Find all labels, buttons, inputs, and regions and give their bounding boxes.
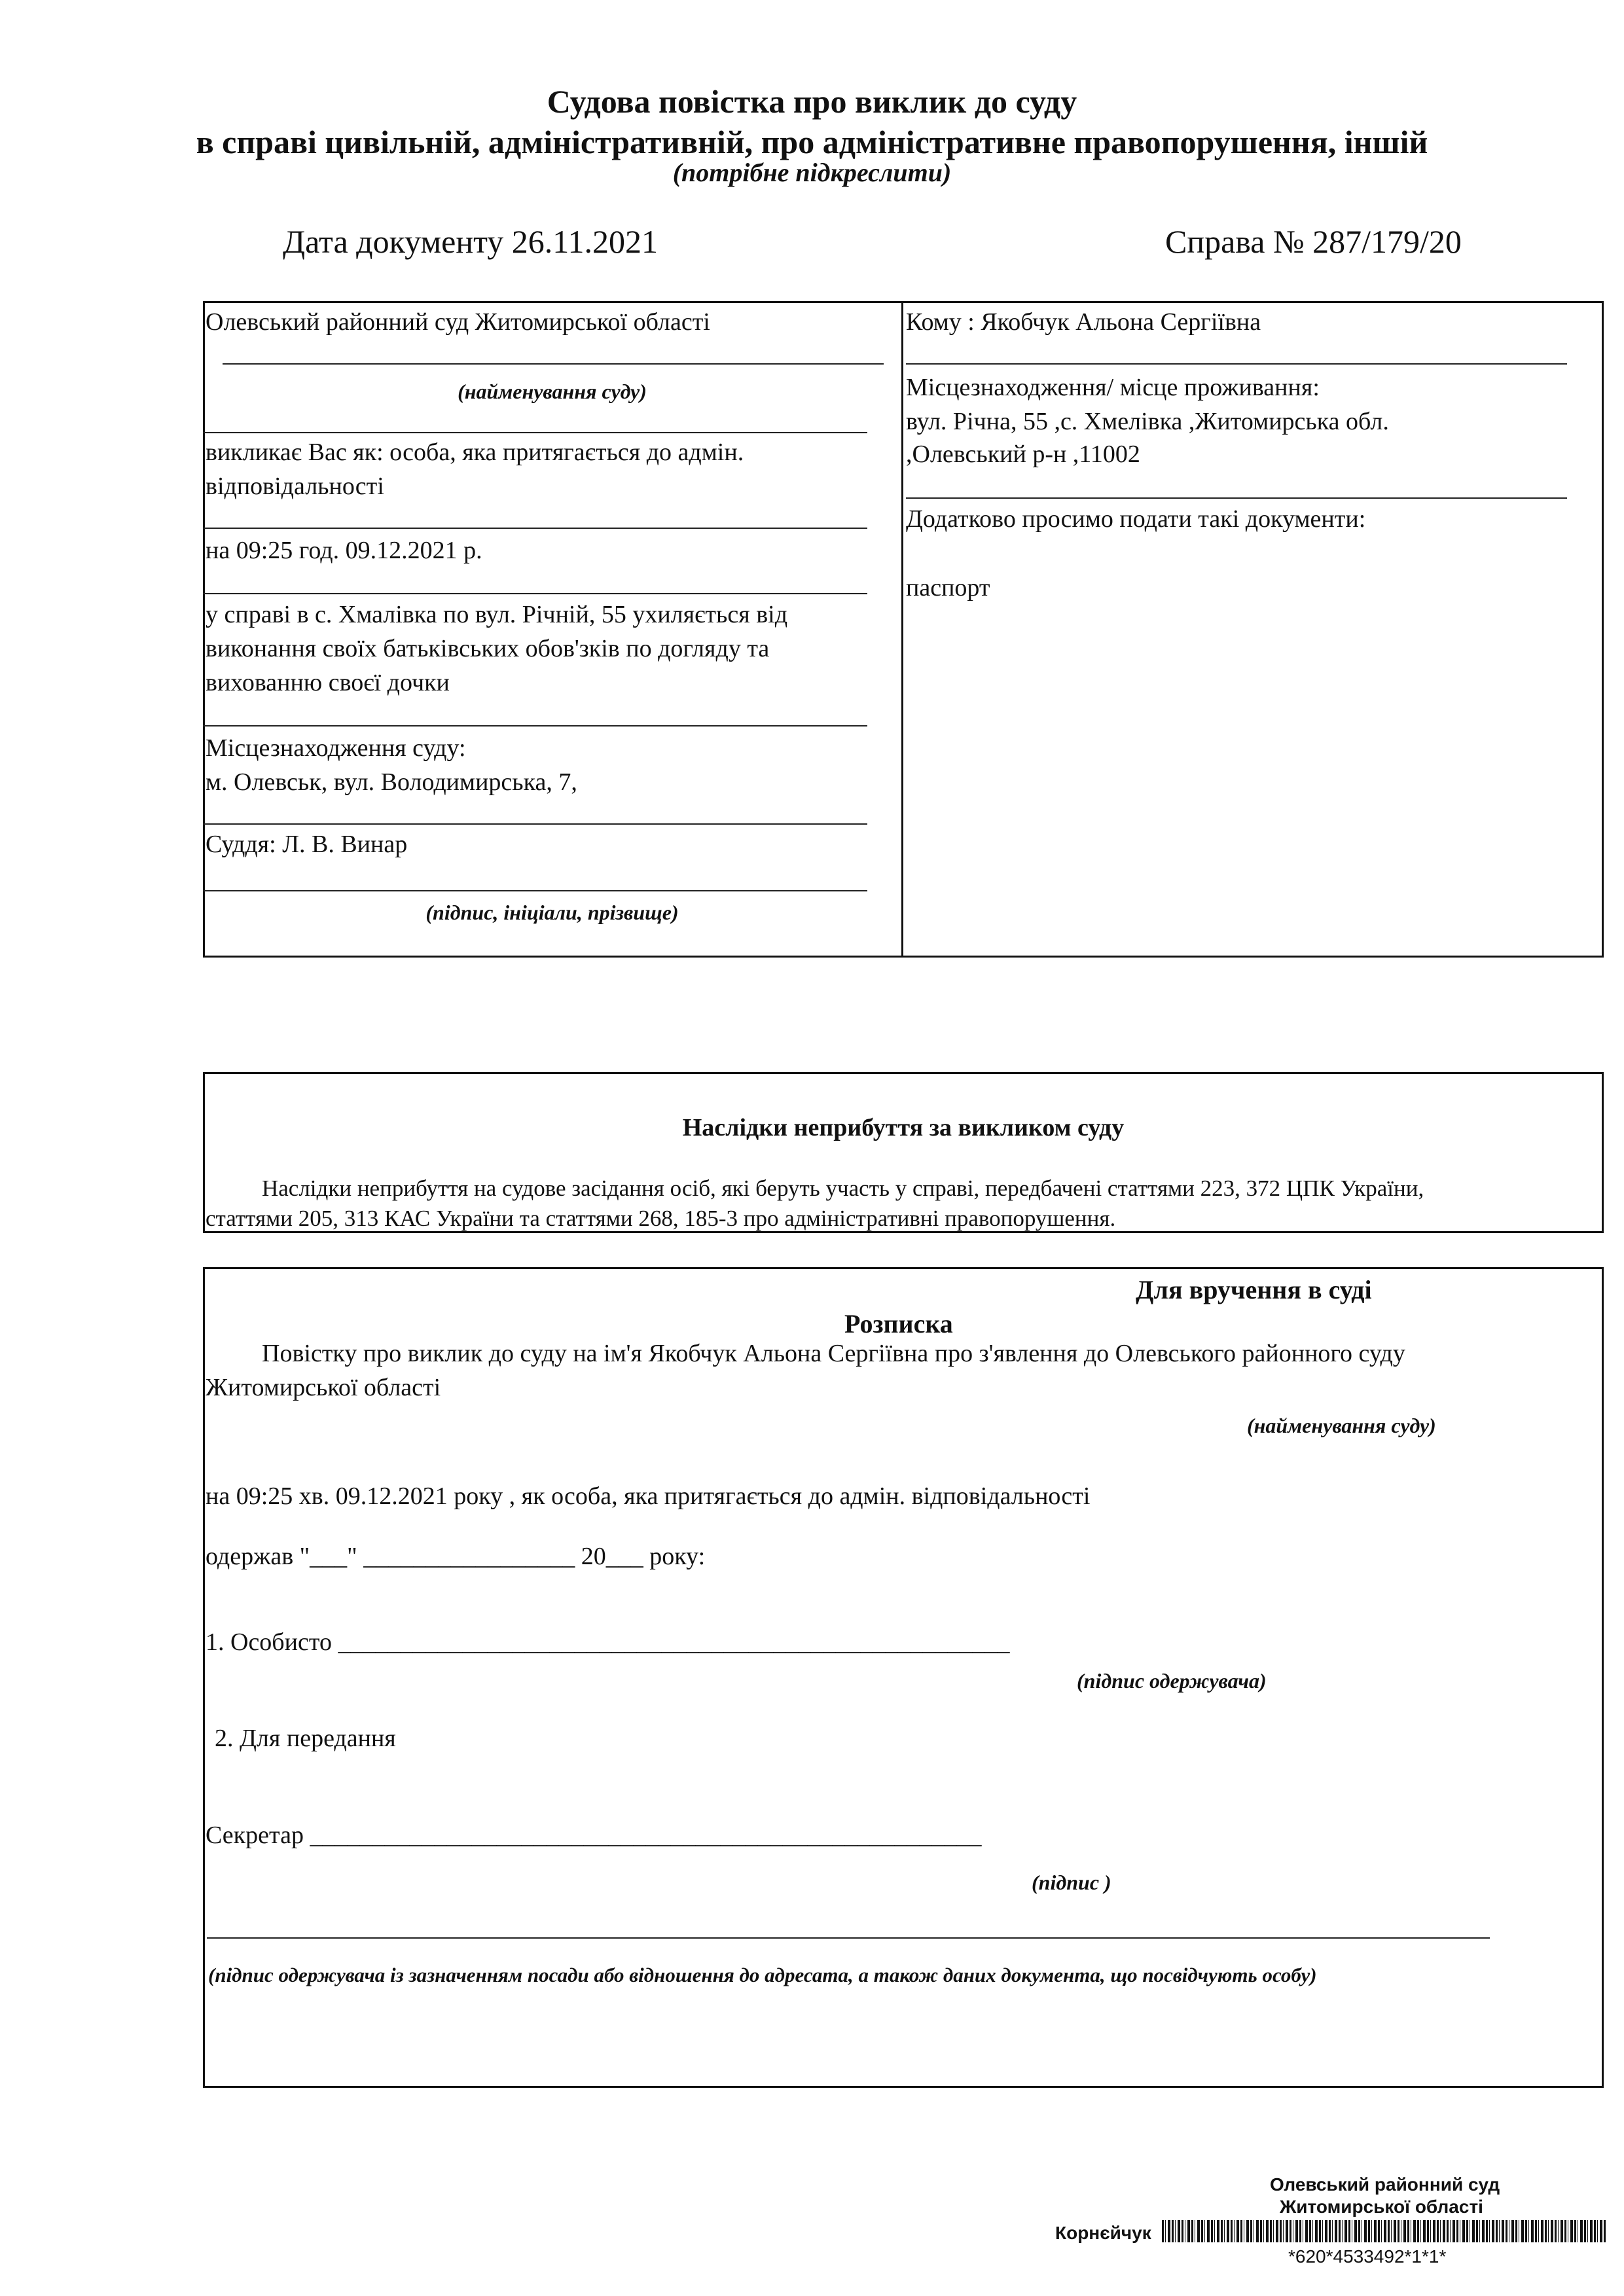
footer-court-line2: Житомирської області: [1280, 2197, 1483, 2217]
court-location-label: Місцезнаходження суду:: [206, 734, 466, 762]
matter-line1: у справі в с. Хмалівка по вул. Річній, 55 ухиляється від: [206, 601, 788, 628]
called-as-line2: відповідальності: [206, 473, 384, 500]
court-name-caption: (найменування суду): [458, 380, 647, 403]
barcode: [1162, 2220, 1607, 2242]
receipt-line1: Повістку про виклик до суду на ім'я Якобчук Альона Сергіївна про з'явлення до Олевського районного суду: [262, 1340, 1405, 1367]
hearing-time: на 09:25 год. 09.12.2021 р.: [206, 537, 482, 564]
receipt-line2: Житомирської області: [206, 1374, 441, 1401]
matter-line2: виконання своїх батьківських обов'зків по догляду та: [206, 635, 770, 662]
court-location-value: м. Олевськ, вул. Володимирська, 7,: [206, 768, 577, 796]
receipt-bottom-caption: (підпис одержувача із зазначенням посади або відношення до адресата, а також даних документа, що посвідчують особу): [208, 1964, 1317, 1986]
receipt-time-line: на 09:25 хв. 09.12.2021 року , як особа, яка притягається до адмін. відповідальності: [206, 1482, 1091, 1510]
barcode-text: *620*4533492*1*1*: [1288, 2246, 1447, 2267]
documents-label: Додатково просимо подати такі документи:: [906, 505, 1366, 533]
residence-line1: вул. Річна, 55 ,с. Хмелівка ,Житомирська обл.: [906, 408, 1389, 435]
matter-line3: вихованню своєї дочки: [206, 669, 450, 696]
documents-value: паспорт: [906, 574, 990, 601]
residence-line2: ,Олевський р-н ,11002: [906, 440, 1140, 468]
title-note: (потрібне підкреслити): [672, 158, 952, 187]
received-line: одержав "___" _________________ 20___ року:: [206, 1543, 706, 1570]
consequences-text-line2: статтями 205, 313 КАС України та статтями 268, 185-3 про адміністративні правопорушення.: [206, 1206, 1116, 1231]
consequences-title: Наслідки неприбуття за викликом суду: [682, 1114, 1125, 1141]
receipt-court-caption: (найменування суду): [1247, 1414, 1436, 1437]
secretary-signature-caption: (підпис ): [1032, 1871, 1111, 1894]
court-name: Олевський районний суд Житомирської області: [206, 308, 710, 336]
for-court-delivery: Для вручення в суді: [1136, 1275, 1372, 1304]
case-number: Справа № 287/179/20: [1165, 223, 1462, 260]
document-title: Судова повістка про виклик до суду: [547, 83, 1077, 120]
recipient-signature-caption: (підпис одержувача): [1077, 1669, 1267, 1693]
called-as-line1: викликає Вас як: особа, яка притягається до адмін.: [206, 439, 744, 466]
personally-line: 1. Особисто ______________________________________________________: [206, 1628, 1010, 1656]
consequences-text-line1: Наслідки неприбуття на судове засідання осіб, які беруть участь у справі, передбачені статтями 223, 372 ЦПК України,: [262, 1175, 1424, 1201]
recipient-name: Кому : Якобчук Альона Сергіївна: [906, 308, 1261, 336]
clerk-name: Корнєйчук: [1055, 2223, 1151, 2243]
footer-court-line1: Олевський районний суд: [1270, 2174, 1500, 2195]
judge: Суддя: Л. В. Винар: [206, 831, 408, 858]
receipt-title: Розписка: [844, 1309, 953, 1338]
document-date: Дата документу 26.11.2021: [283, 223, 658, 260]
document-subtitle: в справі цивільній, адміністративній, про адміністративне правопорушення, іншій: [196, 124, 1428, 160]
secretary-line: Секретар ______________________________________________________: [206, 1821, 982, 1849]
summons-divider: [901, 301, 903, 958]
residence-label: Місцезнаходження/ місце проживання:: [906, 374, 1320, 401]
for-transfer-line: 2. Для передання: [215, 1725, 396, 1752]
judge-signature-caption: (підпис, ініціали, прізвище): [425, 901, 679, 924]
